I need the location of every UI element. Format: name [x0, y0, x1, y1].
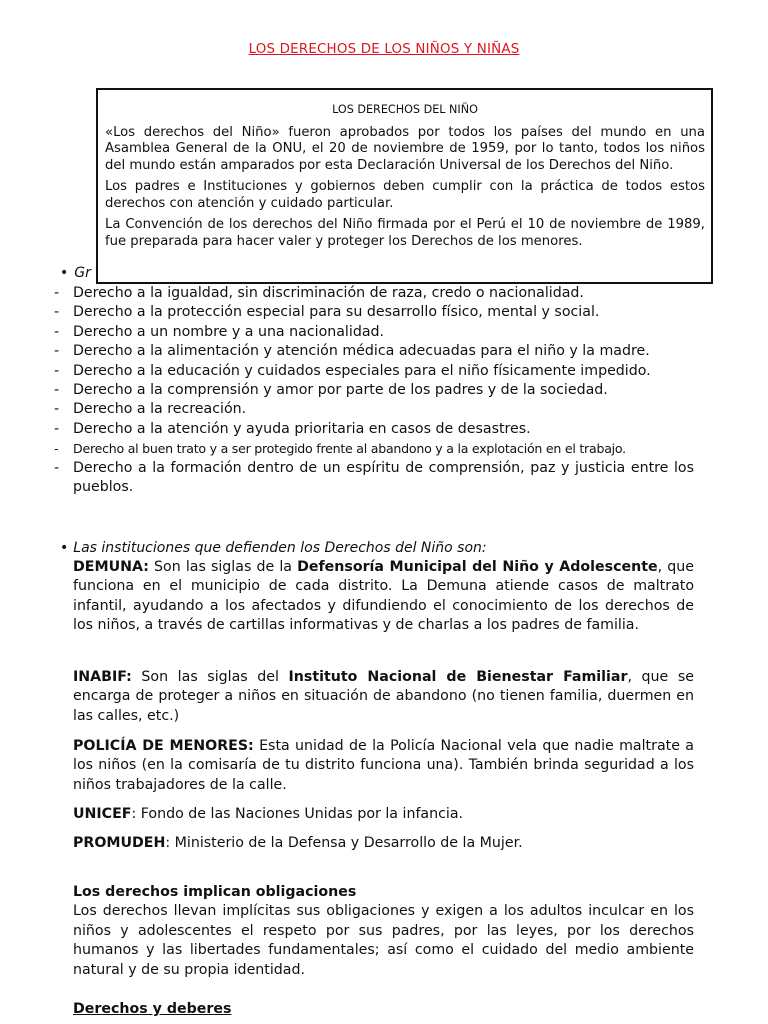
deberes-heading: Derechos y deberes [73, 1001, 232, 1017]
obligaciones-heading: Los derechos implican obligaciones [73, 884, 357, 900]
demuna-section [73, 558, 694, 636]
right-text: Derecho a la igualdad, sin discriminación de raza, credo o nacionalidad. [73, 285, 584, 301]
right-text: Derecho al buen trato y a ser protegido frente al abandono y a la explotación en el trabajo. [73, 441, 626, 457]
dash-icon: - [54, 304, 60, 321]
deberes-section [73, 1000, 694, 1019]
inabif-text: Son las siglas del [131, 669, 289, 685]
right-text: Derecho a la formación dentro de un espíritu de comprensión, paz y justicia entre los pueblos. [73, 459, 694, 496]
dash-icon: - [54, 382, 60, 399]
document-title: LOS DERECHOS DE LOS NIÑOS Y NIÑAS [248, 42, 520, 57]
dash-icon: - [54, 401, 60, 418]
promudeh-section [73, 834, 694, 853]
list-item [54, 362, 694, 381]
right-text: Derecho a un nombre y a una nacionalidad. [73, 323, 385, 340]
list-item [54, 381, 694, 400]
inabif-name: Instituto Nacional de Bienestar Familiar [288, 669, 628, 685]
demuna-name: Defensoría Municipal del Niño y Adolescente [297, 559, 658, 575]
demuna-label: DEMUNA: [73, 559, 149, 575]
partial-bullet-heading [60, 265, 91, 281]
unicef-section [73, 805, 694, 824]
partial-heading-text: Gr [74, 265, 91, 281]
institutions-heading [60, 540, 487, 556]
dash-icon: - [54, 362, 60, 379]
bullet-icon: • [60, 540, 69, 556]
demuna-description: , que funciona en el municipio de cada distrito. La Demuna atiende casos de maltrato infantil, ayudando a los afectados y difundiendo el conocimiento de los derechos de los niños, a través de cartillas informativas y de charlas a los padres de familia. [73, 559, 694, 634]
bullet-icon: • [60, 265, 69, 281]
policia-section [73, 737, 694, 795]
list-item [54, 439, 694, 458]
right-text: Derecho a la comprensión y amor por parte de los padres y de la sociedad. [73, 382, 608, 399]
policia-text: Esta unidad de la Policía Nacional vela que nadie maltrate a los niños (en la comisaría de tu distrito funciona una). También brinda seguridad a los niños trabajadores de la calle. [73, 738, 694, 793]
list-item [54, 284, 694, 303]
rights-list [54, 284, 694, 497]
promudeh-text: : Ministerio de la Defensa y Desarrollo de la Mujer. [165, 835, 523, 851]
unicef-label: UNICEF [73, 806, 132, 822]
institutions-heading-text: Las instituciones que defienden los Derechos del Niño son: [73, 540, 487, 556]
dash-icon: - [54, 343, 60, 360]
box-paragraph: «Los derechos del Niño» fueron aprobados por todos los países del mundo en una Asamblea General de la ONU, el 20 de noviembre de 1959, por lo tanto, todos los niños del mundo están amparados por esta Declaración Universal de los Derechos del Niño. [105, 124, 705, 173]
obligaciones-text: Los derechos llevan implícitas sus obligaciones y exigen a los adultos inculcar en los niños y adolescentes el respeto por sus padres, por las leyes, por los derechos humanos y las libertades fundamentales; así como el cuidado del medio ambiente natural y de su propia identidad. [73, 903, 694, 978]
dash-icon: - [54, 323, 60, 340]
list-item [54, 420, 694, 439]
list-item [54, 459, 694, 498]
inabif-section [73, 668, 694, 726]
list-item [54, 342, 694, 361]
box-paragraph: Los padres e Instituciones y gobiernos deben cumplir con la práctica de todos estos derechos con atención y cuidado particular. [105, 179, 705, 211]
inabif-label: INABIF: [73, 669, 132, 685]
dash-icon: - [54, 441, 59, 457]
policia-label: POLICÍA DE MENORES: [73, 738, 254, 754]
unicef-text: : Fondo de las Naciones Unidas por la infancia. [131, 806, 464, 822]
inabif-description: , que se encarga de proteger a niños en situación de abandono (no tienen familia, duermen en las calles, etc.) [73, 669, 694, 724]
rights-info-box [96, 88, 713, 284]
list-item [54, 303, 694, 322]
promudeh-label: PROMUDEH [73, 835, 166, 851]
dash-icon: - [54, 459, 60, 476]
obligaciones-section [73, 883, 694, 980]
list-item [54, 400, 694, 419]
right-text: Derecho a la protección especial para su desarrollo físico, mental y social. [73, 304, 600, 321]
dash-icon: - [54, 420, 60, 437]
box-title: LOS DERECHOS DEL NIÑO [332, 103, 478, 116]
dash-icon: - [54, 285, 60, 301]
list-item [54, 323, 694, 342]
box-paragraph: La Convención de los derechos del Niño firmada por el Perú el 10 de noviembre de 1989, fue preparada para hacer valer y proteger los Derechos de los menores. [105, 217, 705, 249]
right-text: Derecho a la alimentación y atención médica adecuadas para el niño y la madre. [73, 343, 650, 360]
right-text: Derecho a la recreación. [73, 401, 247, 418]
right-text: Derecho a la atención y ayuda prioritaria en casos de desastres. [73, 420, 531, 437]
demuna-text: Son las siglas de la [148, 559, 298, 575]
right-text: Derecho a la educación y cuidados especiales para el niño físicamente impedido. [73, 362, 651, 379]
